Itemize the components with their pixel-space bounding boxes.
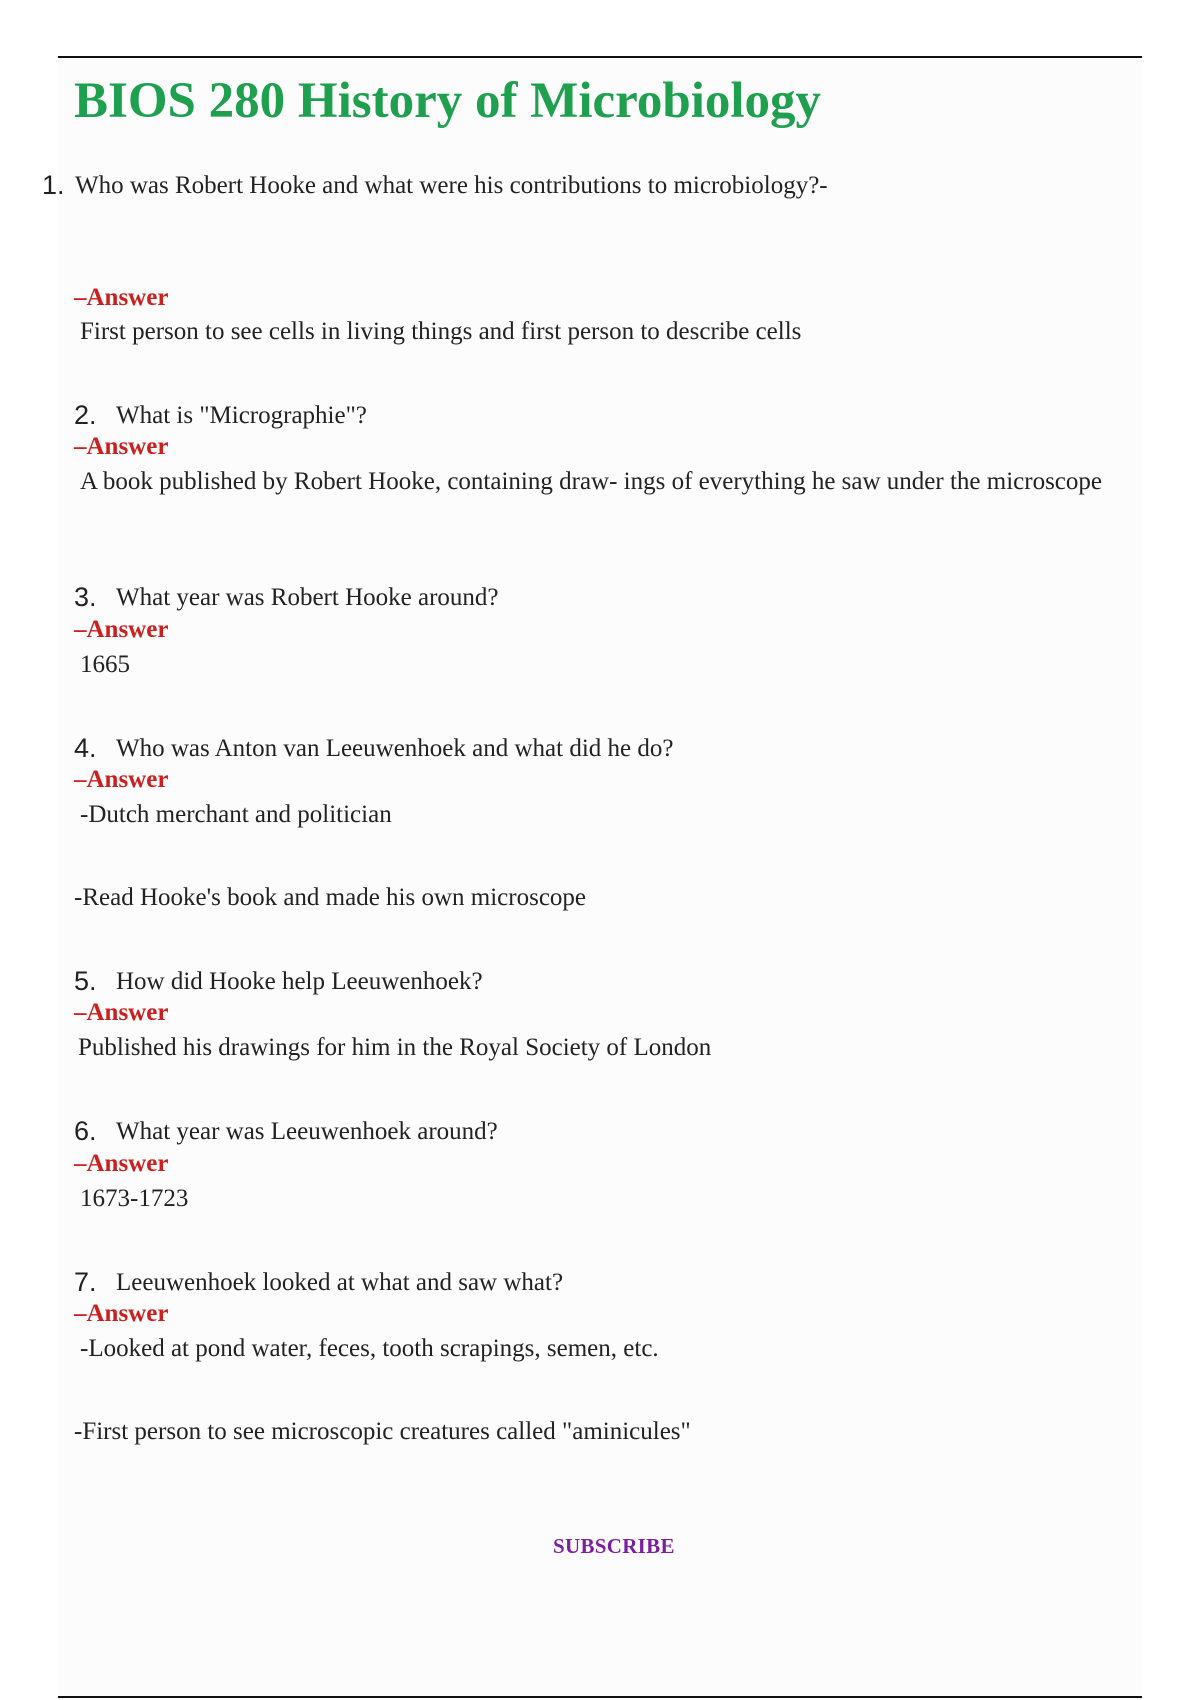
- answer-label: –Answer: [74, 1150, 169, 1177]
- answer-text-continued: [74, 881, 1124, 914]
- answer-label: –Answer: [74, 284, 169, 311]
- answer-line: -Dutch merchant and politician: [80, 801, 392, 828]
- answer-text: [74, 465, 1124, 498]
- answer-line: -Read Hooke's book and made his own microscope: [74, 884, 587, 911]
- answer-line: First person to see cells in living things and first person to describe cells: [80, 318, 802, 345]
- answer-line: A book published by Robert Hooke, containing draw- ings of everything he saw under the microscope: [80, 468, 1102, 495]
- answer-label: –Answer: [74, 999, 169, 1026]
- question-text: What year was Robert Hooke around?: [116, 584, 499, 611]
- page-title: BIOS 280 History of Microbiology: [74, 73, 822, 129]
- question-text: What year was Leeuwenhoek around?: [116, 1118, 498, 1145]
- answer-label: –Answer: [74, 433, 169, 460]
- question-text: What is "Micrographie"?: [116, 402, 367, 429]
- bottom-rule: [58, 1696, 1142, 1698]
- question-number: 2.: [74, 400, 97, 430]
- question-number: 3.: [74, 582, 97, 612]
- answer-text-continued: [74, 1415, 1124, 1448]
- question-text: Leeuwenhoek looked at what and saw what?: [116, 1269, 564, 1296]
- answer-line: 1673-1723: [80, 1185, 189, 1212]
- top-rule: [58, 56, 1142, 58]
- question-number: 6.: [74, 1116, 97, 1146]
- answer-text: [74, 315, 1124, 348]
- answer-text: [74, 798, 1124, 831]
- question-number: 7.: [74, 1267, 97, 1297]
- answer-text: [74, 1031, 1124, 1064]
- answer-label: –Answer: [74, 766, 169, 793]
- answer-line: -Looked at pond water, feces, tooth scrapings, semen, etc.: [80, 1335, 659, 1362]
- subscribe-link[interactable]: SUBSCRIBE: [553, 1534, 675, 1558]
- question-text: Who was Anton van Leeuwenhoek and what did he do?: [116, 735, 674, 762]
- answer-line: -First person to see microscopic creatures called "aminicules": [74, 1418, 691, 1445]
- question-number: 1.: [42, 170, 65, 200]
- answer-label: –Answer: [74, 1300, 169, 1327]
- question-number: 5.: [74, 966, 97, 996]
- answer-text: [74, 1182, 1124, 1215]
- answer-label: –Answer: [74, 616, 169, 643]
- question-number: 4.: [74, 733, 97, 763]
- answer-text: [74, 1332, 1124, 1365]
- answer-text: [74, 648, 1124, 681]
- answer-line: 1665: [80, 651, 130, 678]
- answer-line: Published his drawings for him in the Royal Society of London: [78, 1034, 712, 1061]
- question-text: How did Hooke help Leeuwenhoek?: [116, 968, 483, 995]
- question-text: Who was Robert Hooke and what were his contributions to microbiology?-: [75, 172, 828, 199]
- page-background: [58, 57, 1142, 1697]
